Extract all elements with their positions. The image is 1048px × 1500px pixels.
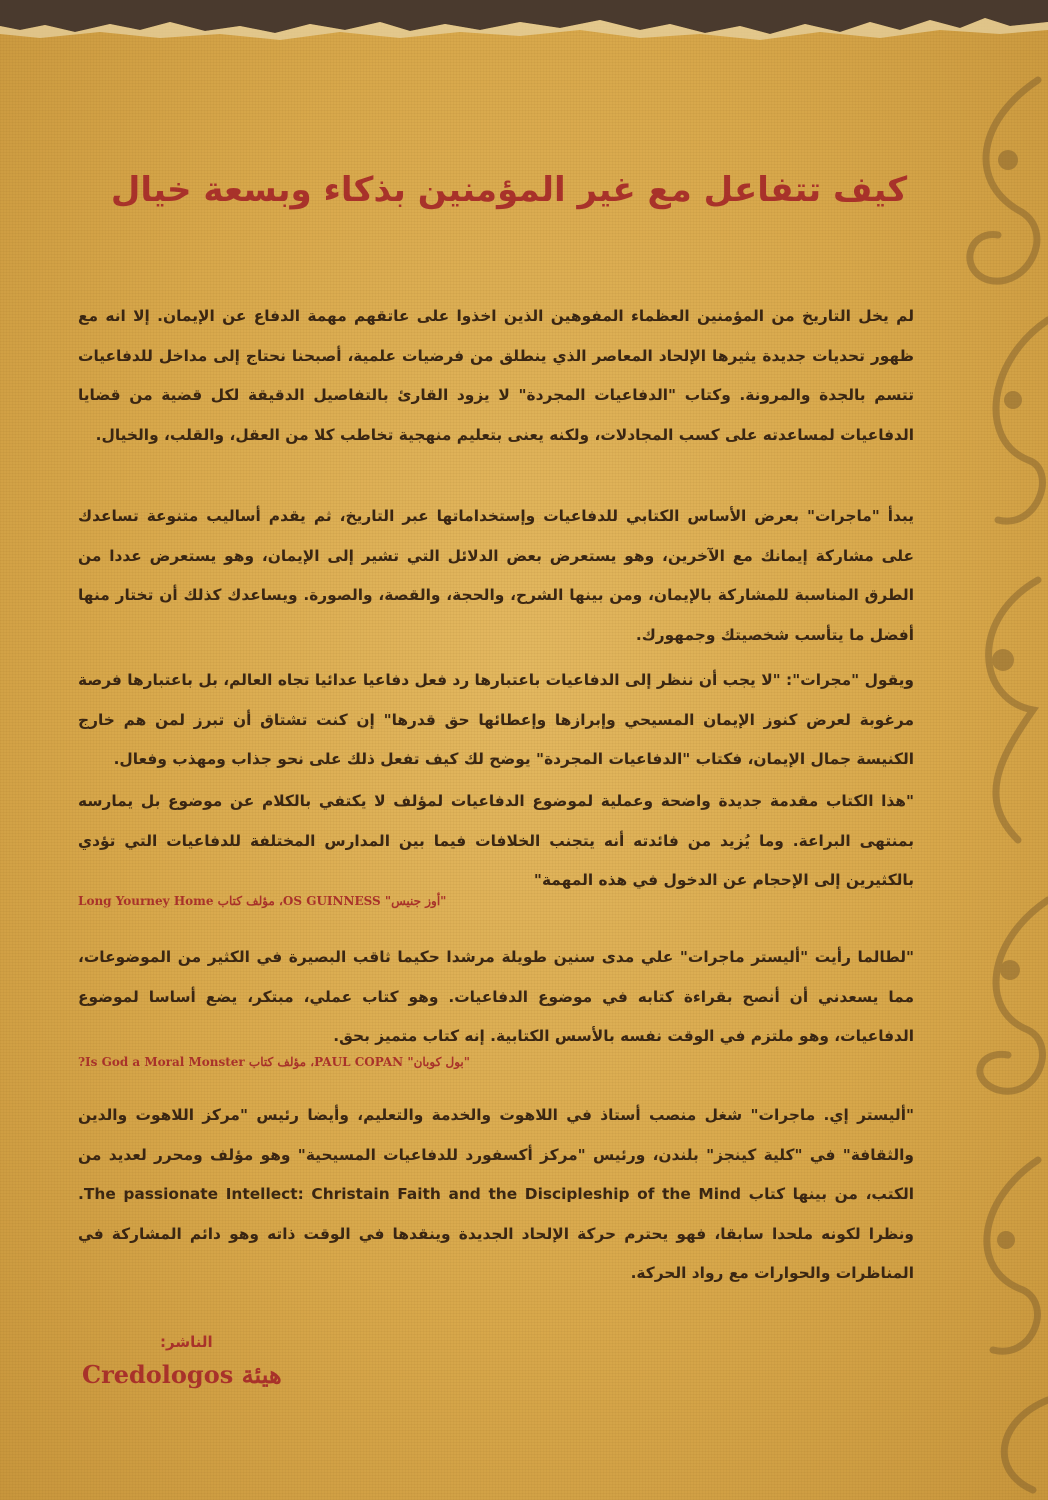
- paragraph-intro: لم يخل التاريخ من المؤمنين العظماء المفوهين الذين اخذوا على عاتقهم مهمة الدفاع عن الإيمان. إلا انه مع ظهور تحديات جديدة يثيرها الإلحاد المعاصر الذي ينطلق من فرضيات علمية، أصبحنا نحتاج إلى مداخل للدفاعيات تتسم بالجدة والمرونة. وكتاب "الدفاعيات المجردة" لا يزود القارئ بالتفاصيل الدقيقة لكل قضية من قضايا الدفاعيات لمساعدته على كسب المجادلات، ولكنه يعنى بتعليم منهجية تخاطب كلا من العقل، والقلب، والخيال.: [78, 307, 914, 444]
- endorsement-guinness: "هذا الكتاب مقدمة جديدة واضحة وعملية لموضوع الدفاعيات لمؤلف لا يكتفي بالكلام عن موضوع بل يمارسه بمنتهى البراعة. وما يُزيد من فائدته أنه يتجنب الخلافات فيما بين المدارس المختلفة للدفاعيات التي تؤدي بالكثيرين إلى الإحجام عن الدخول في هذه المهمة": [78, 792, 914, 889]
- endorsement-copan: "لطالما رأيت "أليستر ماجرات" علي مدى سنين طويلة مرشدا حكيما ثاقب البصيرة في الكثير من الموضوعات، مما يسعدني أن أنصح بقراءة كتابه في موضوع الدفاعيات. وهو كتاب عملي، مبتكر، يضع أساسا لموضوع الدفاعيات، وهو ملتزم في الوقت نفسه بالأسس الكتابية. إنه كتاب متميز بحق.: [78, 948, 914, 1045]
- attribution-guinness: "أوز جنيس" OS GUINNESS، مؤلف كتاب Long Yourney Home: [78, 894, 447, 908]
- torn-paper-edge: [0, 0, 1048, 60]
- publisher-name: هيئة Credologos: [82, 1360, 282, 1389]
- author-bio: "أليستر إي. ماجرات" شغل منصب أستاذ في اللاهوت والخدمة والتعليم، وأيضا رئيس "مركز اللاهوت والدين والثقافة" في "كلية كينجز" بلندن، ورئيس "مركز أكسفورد للدفاعيات المسيحية" وهو مؤلف ومحرر لعديد من الكتب، من بينها كتاب The passionate Intellect: Christain Faith and the Discipleship of the Mind. ونظرا لكونه ملحدا سابقا، فهو يحترم حركة الإلحاد الجديدة وينقدها في الوقت ذاته وهو دائم المشاركة في المناظرات والحوارات مع رواد الحركة.: [78, 1106, 915, 1282]
- floral-ornament-border: [938, 60, 1048, 1500]
- paragraph-overview: يبدأ "ماجرات" بعرض الأساس الكتابي للدفاعيات وإستخداماتها عبر التاريخ، ثم يقدم أساليب متنوعة تساعدك على مشاركة إيمانك مع الآخرين، وهو يستعرض بعض الدلائل التي تشير إلى الإيمان، وهو يستعرض عددا من الطرق المناسبة للمشاركة بالإيمان، ومن بينها الشرح، والحجة، والقصة، والصورة. ويساعدك كذلك أن تختار منها أفضل ما يتأسب شخصيتك وجمهورك.: [78, 507, 914, 644]
- attribution-copan: "بول كوبان" PAUL COPAN، مؤلف كتاب Is God a Moral Monster?: [78, 1055, 470, 1069]
- cover-title: كيف تتفاعل مع غير المؤمنين بذكاء وبسعة خيال: [110, 170, 908, 210]
- paragraph-author-quote: ويقول "مجرات": "لا يجب أن ننظر إلى الدفاعيات باعتبارها رد فعل دفاعيا عدائيا تجاه العالم، بل باعتبارها فرصة مرغوبة لعرض كنوز الإيمان المسيحي وإبرازها وإعطائها حق قدرها" إن كنت تشتاق أن تبرز لمن هم خارج الكنيسة جمال الإيمان، فكتاب "الدفاعيات المجردة" يوضح لك كيف تفعل ذلك على نحو جذاب ومهذب وفعال.: [78, 671, 914, 768]
- publisher-label: الناشر:: [160, 1333, 213, 1351]
